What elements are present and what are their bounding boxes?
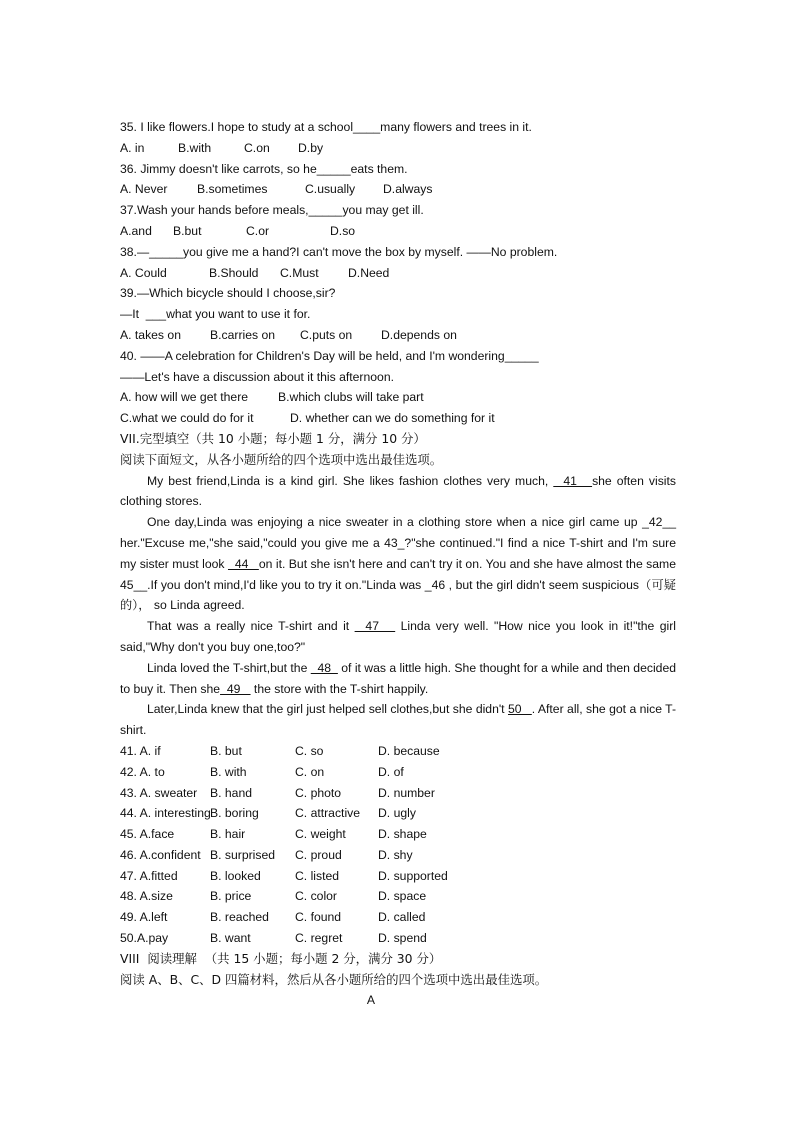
question-35-stem: 35. I like flowers.I hope to study at a school____many flowers and trees in it. (120, 120, 532, 134)
passage-paragraph-1: My best friend,Linda is a kind girl. She likes fashion clothes very much, 41 she often visits clothing stores. (120, 473, 676, 509)
cloze-option-row (120, 741, 676, 762)
section-7-title: VII.完型填空（共 10 小题；每小题 1 分，满分 10 分） (120, 430, 426, 446)
question-39-line1: 39.—Which bicycle should I choose,sir? (120, 286, 336, 301)
cloze-option: 41. A. if (120, 743, 161, 758)
question-39-options: A. takes on B.carries on C.puts on D.depends on (120, 327, 457, 342)
blank-49: 49 (220, 681, 251, 696)
cloze-option-row (120, 762, 676, 783)
cloze-option-row (120, 783, 676, 804)
blank-44: 44 (227, 556, 259, 571)
cloze-option-row (120, 845, 676, 866)
cloze-option: C. found (295, 910, 342, 925)
cloze-option: B. hair (210, 827, 246, 842)
blank-41: 41 (553, 473, 593, 488)
passage-paragraph-3: That was a really nice T-shirt and it 47 Linda very well. "How nice you look in it!"the girl said,"Why don't you buy one,too?" (120, 619, 676, 654)
cloze-option: D. number (378, 785, 435, 800)
reading-part-label: A (366, 993, 376, 1008)
cloze-option: B. hand (210, 785, 253, 800)
passage-paragraph-5: Later,Linda knew that the girl just helped sell clothes,but she didn't 50 . After all, she got a nice T-shirt. (120, 702, 677, 738)
question-40-options-cd: C.what we could do for it D. whether can we do something for it (120, 411, 495, 426)
cloze-option: B. looked (210, 868, 261, 883)
cloze-option: 48. A.size (120, 889, 173, 904)
cloze-option: D. because (378, 743, 440, 758)
cloze-option-row (120, 866, 676, 887)
cloze-option: 44. A. interesting (120, 806, 211, 821)
cloze-option: 50.A.pay (120, 931, 169, 946)
cloze-option: D. called (378, 910, 426, 925)
cloze-option: 45. A.face (120, 827, 175, 842)
cloze-option: D. supported (378, 868, 448, 883)
cloze-option: 43. A. sweater (120, 785, 198, 800)
cloze-option: D. ugly (378, 806, 416, 821)
cloze-option: C. color (295, 889, 337, 904)
cloze-options-list (120, 741, 676, 949)
cloze-option: 42. A. to (120, 764, 165, 779)
cloze-option: B. price (210, 889, 252, 904)
blank-48: 48 (310, 660, 338, 675)
section-8-title: VIII 阅读理解 （共 15 小题；每小题 2 分，满分 30 分） (120, 950, 442, 966)
question-39-line2: —It ___what you want to use it for. (120, 307, 311, 322)
question-40-options-ab: A. how will we get there B.which clubs will take part (120, 390, 424, 405)
cloze-option: B. surprised (210, 847, 276, 862)
question-37-options: A.and B.but C.or D.so (120, 223, 356, 238)
cloze-option: B. but (210, 743, 242, 758)
cloze-option: D. space (378, 889, 427, 904)
cloze-option: D. spend (378, 931, 427, 946)
passage-paragraph-4: Linda loved the T-shirt,but the 48 of it was a little high. She thought for a while and then decided to buy it. Then she 49 the store with the T-shirt happily. (120, 660, 676, 696)
question-35-options: A. in B.with C.on D.by (120, 140, 324, 155)
cloze-option: C. weight (295, 827, 346, 842)
blank-47: 47 (354, 619, 396, 634)
cloze-option: C. photo (295, 785, 342, 800)
cloze-option: C. attractive (295, 806, 361, 821)
question-38-stem: 38.—_____you give me a hand?I can't move the box by myself. ——No problem. (120, 244, 558, 259)
cloze-option: 46. A.confident (120, 847, 201, 862)
question-37-stem: 37.Wash your hands before meals,_____you may get ill. (120, 203, 424, 218)
cloze-option: C. regret (295, 931, 343, 946)
blank-45: __ (133, 577, 148, 592)
cloze-option: C. on (295, 764, 325, 779)
question-36-options: A. Never B.sometimes C.usually D.always (120, 182, 433, 197)
cloze-option: C. proud (295, 847, 342, 862)
cloze-option-row (120, 824, 676, 845)
worksheet-page (120, 117, 676, 1011)
cloze-option: D. of (378, 764, 404, 779)
cloze-option: D. shy (378, 847, 413, 862)
cloze-option-row (120, 928, 676, 949)
section-8-instruction: 阅读 A、B、C、D 四篇材料，然后从各小题所给的四个选项中选出最佳选项。 (120, 971, 548, 987)
section-7-instruction: 阅读下面短文，从各小题所给的四个选项中选出最佳选项。 (120, 451, 443, 467)
question-36-stem: 36. Jimmy doesn't like carrots, so he_____eats them. (120, 161, 408, 176)
blank-50: 50 (507, 702, 532, 717)
cloze-option: C. so (295, 743, 324, 758)
blank-43: 43_? (384, 535, 412, 550)
passage-paragraph-2: One day,Linda was enjoying a nice sweater in a clothing store when a nice girl came up _42__ her."Excuse me,"she said,"could you give me a 43_?"she continued."I find a nice T-shirt and I'm sure my sister must look 44 on it. But she isn't here and can't try it on. You and she have almost the same 45__.If you don't mind,I'd like you to try it on."Linda was _46 , but the girl didn't seem suspicious（可疑的）， so Linda agreed. (120, 515, 676, 613)
cloze-option: D. shape (378, 827, 427, 842)
blank-42: _42__ (642, 515, 676, 530)
cloze-option: B. boring (210, 806, 259, 821)
cloze-option: B. reached (210, 910, 269, 925)
cloze-option-row (120, 907, 676, 928)
cloze-option-row (120, 803, 676, 824)
cloze-option: C. listed (295, 868, 340, 883)
cloze-option: B. with (210, 764, 247, 779)
question-40-line1: 40. ——A celebration for Children's Day will be held, and I'm wondering_____ (120, 348, 539, 363)
cloze-option: 47. A.fitted (120, 868, 178, 883)
question-38-options: A. Could B.Should C.Must D.Need (120, 265, 390, 280)
cloze-option-row (120, 886, 676, 907)
cloze-option: 49. A.left (120, 910, 168, 925)
cloze-option: B. want (210, 931, 251, 946)
question-40-line2: ——Let's have a discussion about it this afternoon. (120, 369, 394, 384)
